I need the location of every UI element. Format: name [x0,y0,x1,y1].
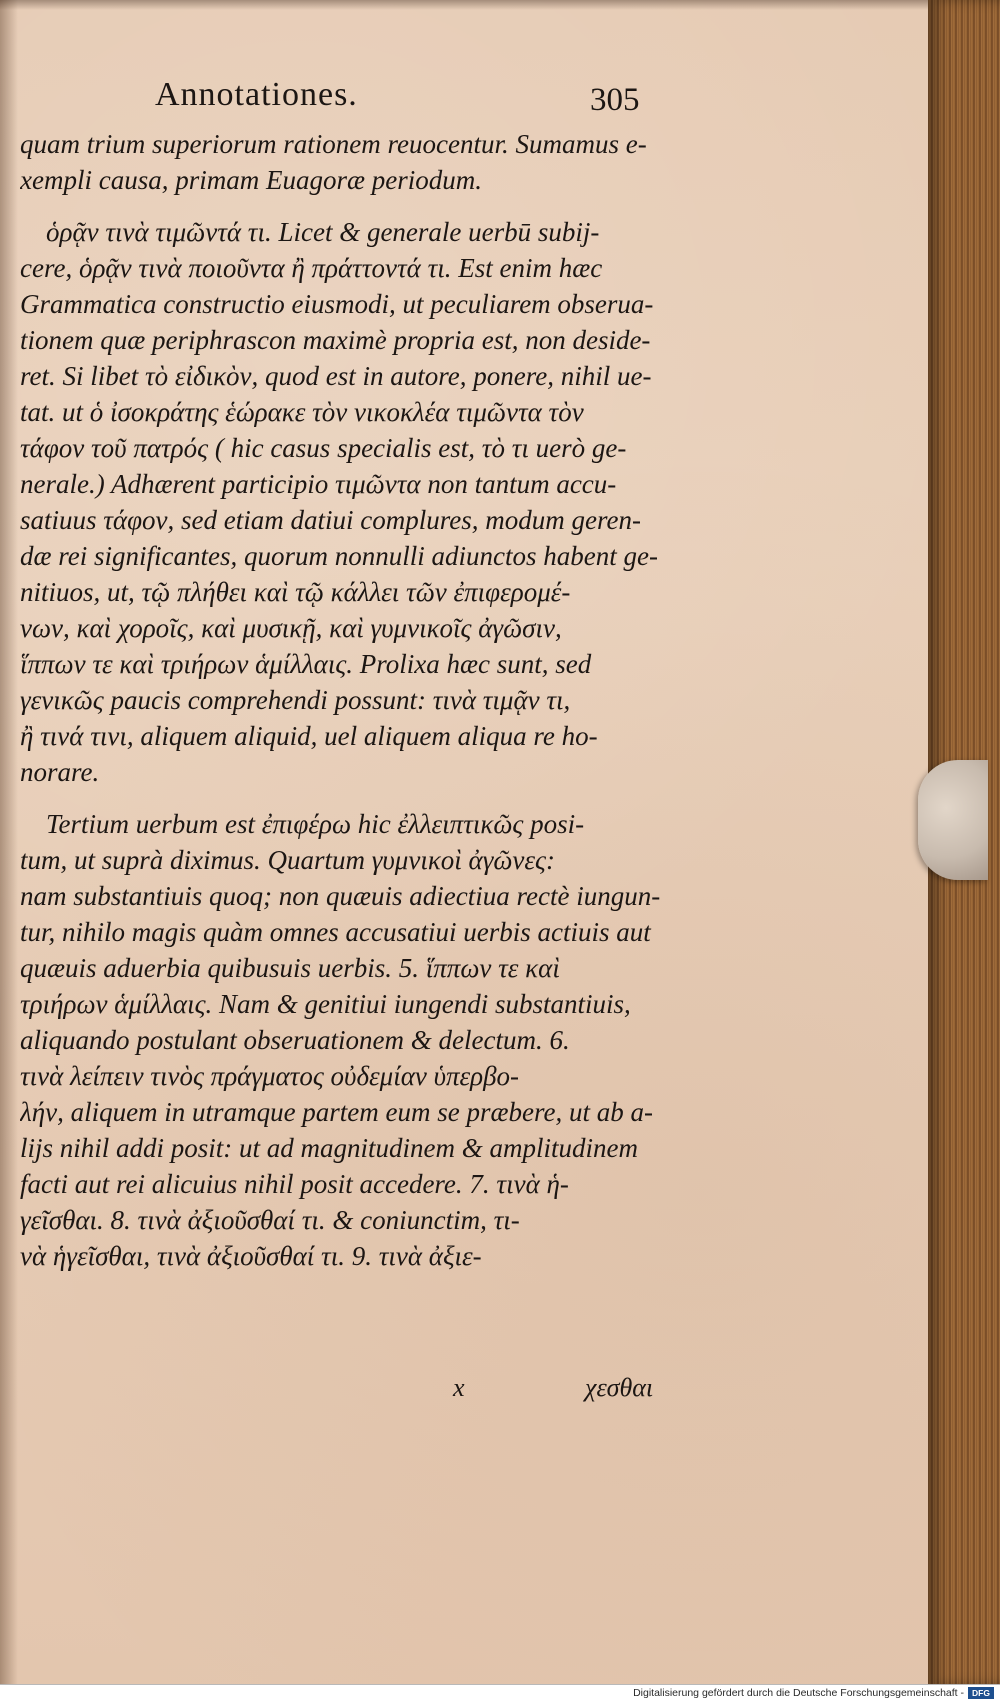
paragraph-1 [20,126,660,198]
text-line: νων, καὶ χοροῖς, καὶ μυσικῇ, καὶ γυμνικοῖς ἀγῶσιν, [20,613,562,643]
text-line: ret. Si libet τὸ εἰδικὸν, quod est in autore, ponere, nihil ue- [20,361,652,391]
text-line: quæuis aduerbia quibusuis uerbis. 5. ἵππων τε καὶ [20,953,560,983]
page-top-shadow [0,0,1000,10]
text-line: cere, ὁρᾷν τινὰ ποιοῦντα ἢ πράττοντά τι. Est enim hæc [20,253,603,283]
text-line: τριήρων ἁμίλλαις. Nam & genitiui iungendi substantiuis, [20,989,631,1019]
text-line: facti aut rei alicuius nihil posit accedere. 7. τινὰ ἡ- [20,1169,569,1199]
text-line: nam substantiuis quoq; non quæuis adiectiua rectè iungun- [20,881,660,911]
signature-mark: x [453,1373,465,1402]
text-line: aliquando postulant obseruationem & delectum. 6. [20,1025,570,1055]
text-line: τάφον τοῦ πατρός ( hic casus specialis est, τὸ τι uerò ge- [20,433,627,463]
text-line: satiuus τάφον, sed etiam datiui complures, modum geren- [20,505,641,535]
text-line: lijs nihil addi posit: ut ad magnitudinem & amplitudinem [20,1133,638,1163]
text-line: ὁρᾷν τινὰ τιμῶντά τι. Licet & generale uerbū subij- [46,217,600,247]
page-gutter-shadow [0,0,18,1701]
text-line: xempli causa, primam Euagoræ periodum. [20,165,482,195]
text-line: γενικῶς paucis comprehendi possunt: τινὰ τιμᾷν τι, [20,685,571,715]
text-line: Grammatica constructio eiusmodi, ut peculiarem obserua- [20,289,654,319]
dfg-logo: DFG [968,1687,994,1699]
text-line: γεῖσθαι. 8. τινὰ ἀξιοῦσθαί τι. & coniunctim, τι- [20,1205,520,1235]
catchword: χεσθαι [585,1373,654,1402]
text-line: quam trium superiorum rationem reuocentur. Sumamus e- [20,129,647,159]
text-line: nerale.) Adhærent participio τιμῶντα non tantum accu- [20,469,617,499]
page-number: 305 [590,82,640,118]
text-line: dæ rei significantes, quorum nonnulli adiunctos habent ge- [20,541,658,571]
book-clasp [918,760,988,880]
text-line: τινὰ λείπειν τινὸς πράγματος οὐδεμίαν ὑπερβο- [20,1061,520,1091]
running-head: Annotationes. [155,76,358,113]
digitization-footer [0,1684,1000,1701]
text-line: tat. ut ὁ ἰσοκράτης ἑώρακε τὸν νικοκλέα τιμῶντα τὸν [20,397,584,427]
text-line: tum, ut suprà diximus. Quartum γυμνικοὶ ἀγῶνες: [20,845,555,875]
text-line: Tertium uerbum est ἐπιφέρω hic ἐλλειπτικῶς posi- [46,809,585,839]
text-line: nitiuos, ut, τῷ πλήθει καὶ τῷ κάλλει τῶν ἐπιφερομέ- [20,577,571,607]
page-body [20,126,660,1274]
paragraph-2 [20,214,660,790]
paragraph-3 [20,806,660,1274]
text-line: νὰ ἡγεῖσθαι, τινὰ ἀξιοῦσθαί τι. 9. τινὰ ἀξιε- [20,1241,482,1271]
text-line: tionem quæ periphrascon maximè propria est, non deside- [20,325,651,355]
text-line: λήν, aliquem in utramque partem eum se præbere, ut ab a- [20,1097,653,1127]
text-line: ἢ τινά τινι, aliquem aliquid, uel aliquem aliqua re ho- [20,721,598,751]
page-foot [20,1370,660,1406]
text-line: norare. [20,757,100,787]
text-line: tur, nihilo magis quàm omnes accusatiui uerbis actiuis aut [20,917,651,947]
text-line: ἵππων τε καὶ τριήρων ἁμίλλαις. Prolixa hæc sunt, sed [20,649,592,679]
funding-credit: Digitalisierung gefördert durch die Deutsche Forschungsgemeinschaft - [633,1687,964,1699]
